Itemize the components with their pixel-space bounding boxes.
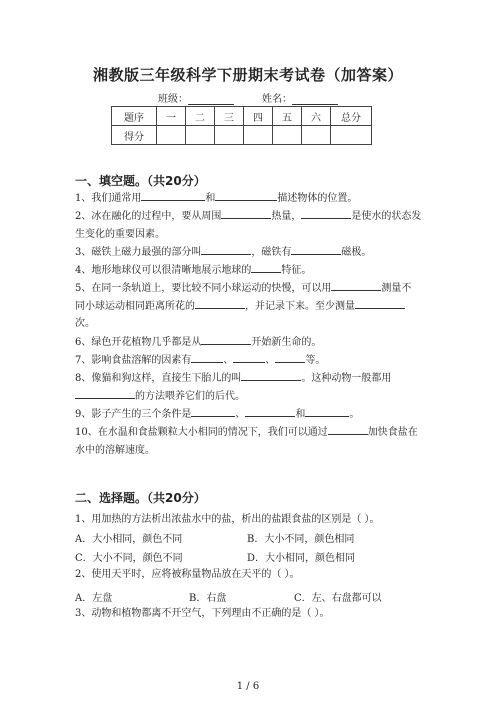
- name-label: 姓名：: [262, 94, 292, 105]
- q-text: 的方法喂养它们的后代。: [135, 390, 245, 402]
- q-text: 1、我们通常用: [75, 193, 142, 204]
- fill-blank[interactable]: [141, 190, 205, 201]
- fill-blank[interactable]: [275, 352, 305, 363]
- score-input-cell[interactable]: [302, 126, 331, 145]
- q-text: 等。: [305, 355, 326, 366]
- q-text: 2、冰在融化的过程中，要从周围: [75, 211, 222, 222]
- fill-blank[interactable]: [221, 208, 271, 219]
- fill-blank[interactable]: [331, 280, 381, 291]
- q-text: 5、在同一条轨道上，要比较不同小球运动的快慢，可以用: [75, 283, 332, 294]
- fill-blank[interactable]: [201, 244, 251, 255]
- option-2-1-D[interactable]: D．大小相同，颜色相同: [247, 553, 356, 564]
- q-text: 、: [235, 409, 246, 420]
- page-number: 1 / 6: [236, 681, 260, 692]
- fill-blank[interactable]: [301, 208, 351, 219]
- score-input-cell[interactable]: [244, 126, 273, 145]
- score-row-label: 得分: [112, 126, 157, 145]
- q-text: 7、影响食盐溶解的因素有: [75, 355, 192, 366]
- fill-blank[interactable]: [215, 190, 277, 201]
- q-text: 次。: [75, 318, 95, 329]
- q-text: 同小球运动相同距离所花的: [75, 300, 195, 312]
- option-2-1-C[interactable]: C．大小不同，颜色不同: [75, 553, 183, 564]
- score-cell: 题序: [112, 107, 157, 126]
- name-blank[interactable]: [292, 94, 338, 105]
- q-text: 、: [223, 355, 234, 366]
- q-text: 。这种动物一般都用: [301, 373, 392, 384]
- question-1-10: [75, 424, 425, 459]
- fill-blank[interactable]: [251, 262, 281, 273]
- score-input-cell[interactable]: [215, 126, 244, 145]
- q-text: ，磁铁有: [251, 247, 292, 258]
- score-cell: 三: [215, 107, 244, 126]
- score-input-cell[interactable]: [331, 126, 372, 145]
- score-input-cell[interactable]: [273, 126, 302, 145]
- question-2-2-stem: 2、使用天平时，应将被称量物品放在天平的（ ）。: [75, 569, 300, 580]
- score-table-score-row: [112, 126, 372, 145]
- fill-blank[interactable]: [233, 352, 265, 363]
- student-info: [0, 90, 496, 105]
- q-text: 6、绿色开花植物几乎都是从: [75, 337, 202, 348]
- score-cell: 四: [244, 107, 273, 126]
- score-input-cell[interactable]: [186, 126, 215, 145]
- question-1-9: [75, 406, 425, 424]
- q-text: 磁极。: [341, 247, 372, 258]
- question-1-3: [75, 244, 425, 262]
- option-2-2-C[interactable]: C．左、右盘都可以: [294, 593, 382, 604]
- q-text: 生变化的重要因素。: [75, 228, 165, 240]
- q-text: ，并记录下来。至少测量: [245, 300, 355, 312]
- question-1-1: [75, 190, 425, 208]
- question-2-3-stem: 3、动物和植物都离不开空气，下列理由不正确的是（ ）。: [75, 608, 330, 619]
- fill-blank[interactable]: [201, 334, 251, 345]
- q-text: 测量不: [381, 283, 412, 294]
- fill-blank[interactable]: [241, 370, 301, 381]
- score-cell: 总分: [331, 107, 372, 126]
- q-text: 。: [349, 409, 360, 420]
- section2-heading: 二、选择题。（共20分）: [75, 491, 206, 505]
- fill-blank[interactable]: [75, 388, 135, 399]
- q-text: 和: [295, 409, 306, 420]
- q-text: 加快食盐在: [367, 427, 418, 438]
- exam-title: 湘教版三年级科学下册期末考试卷（加答案）: [92, 66, 403, 84]
- option-2-1-B[interactable]: B．大小不同，颜色相同: [247, 534, 355, 545]
- score-table: [111, 106, 372, 145]
- score-cell: 六: [302, 107, 331, 126]
- q-text: 特征。: [281, 265, 312, 276]
- fill-blank[interactable]: [245, 406, 295, 417]
- q-text: 3、磁铁上磁力最强的部分叫: [75, 247, 202, 258]
- q-text: 描述物体的位置。: [277, 193, 358, 204]
- q-text: 是使水的状态发: [351, 211, 422, 222]
- fill-blank[interactable]: [355, 298, 405, 309]
- fill-blank[interactable]: [328, 424, 368, 435]
- q-text: 热量，: [271, 211, 302, 222]
- score-cell: 一: [157, 107, 186, 126]
- question-1-5: [75, 280, 425, 333]
- question-1-6: [75, 334, 425, 352]
- option-2-2-B[interactable]: B．右盘: [189, 593, 227, 604]
- option-2-1-A[interactable]: A．大小相同，颜色不同: [75, 534, 183, 545]
- q-text: 、: [265, 355, 276, 366]
- q-text: 开始新生命的。: [251, 337, 322, 348]
- fill-blank[interactable]: [195, 298, 245, 309]
- score-cell: 五: [273, 107, 302, 126]
- option-2-2-A[interactable]: A．左盘: [75, 593, 113, 604]
- q-text: 9、影子产生的三个条件是: [75, 409, 192, 420]
- question-1-7: [75, 352, 425, 370]
- class-label: 班级：: [158, 94, 188, 105]
- fill-blank[interactable]: [191, 406, 235, 417]
- q-text: 和: [205, 193, 216, 204]
- q-text: 10、在水温和食盐颗粒大小相同的情况下，我们可以通过: [75, 427, 328, 438]
- fill-blank[interactable]: [191, 352, 223, 363]
- question-1-2: [75, 208, 425, 243]
- question-2-1-stem: 1、用加热的方法析出浓盐水中的盐，析出的盐跟食盐的区别是（ ）。: [75, 514, 380, 525]
- score-table-header-row: [112, 107, 372, 126]
- class-blank[interactable]: [188, 94, 234, 105]
- q-text: 4、地形地球仪可以很清晰地展示地球的: [75, 265, 252, 276]
- question-1-8: [75, 370, 425, 405]
- fill-blank[interactable]: [305, 406, 349, 417]
- section1-heading: 一、填空题。（共20分）: [75, 174, 206, 188]
- q-text: 8、像猫和狗这样，直接生下胎儿的叫: [75, 373, 242, 384]
- score-cell: 二: [186, 107, 215, 126]
- fill-blank[interactable]: [291, 244, 341, 255]
- question-1-4: [75, 262, 425, 280]
- score-input-cell[interactable]: [157, 126, 186, 145]
- q-text: 水中的溶解速度。: [75, 444, 155, 456]
